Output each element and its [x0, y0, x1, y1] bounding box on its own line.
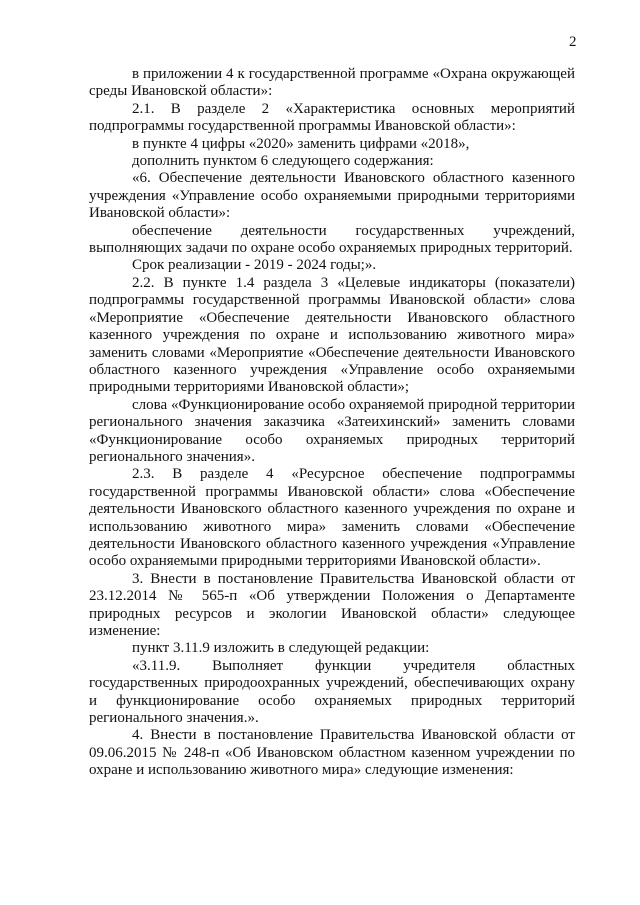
paragraph: 2.2. В пункте 1.4 раздела 3 «Целевые индикаторы (показатели) подпрограммы государственной программы Ивановской области» слова «Мероприятие «Обеспечение деятельности Ивановского областного казенного учреждения по охране и использованию животного мира» заменить словами «Мероприятие «Обеспечение деятельности Ивановского областного казенного учреждения «Управление особо охраняемыми природными территориями Ивановской области»; — [89, 274, 575, 396]
paragraph: 4. Внести в постановление Правительства Ивановской области от 09.06.2015 № 248-п «Об Ивановском областном казенном учреждении по охране и использованию животного мира» следующие изменения: — [89, 727, 575, 779]
paragraph: слова «Функционирование особо охраняемой природной территории регионального значения заказчика «Затеихинский» заменить словами «Функционирование особо охраняемых природных территорий регионального значения». — [89, 396, 575, 465]
paragraph: пункт 3.11.9 изложить в следующей редакции: — [132, 640, 430, 657]
paragraph: 2.3. В разделе 4 «Ресурсное обеспечение подпрограммы государственной программы Ивановской области» слова «Обеспечение деятельности Ивановского областного казенного учреждения по охране и использованию животного мира» заменить словами «Обеспечение деятельности Ивановского областного казенного учреждения «Управление особо охраняемыми природными территориями Ивановской области». — [89, 466, 575, 570]
paragraph: 3. Внести в постановление Правительства Ивановской области от 23.12.2014 № 565-п «Об утверждении Положения о Департаменте природных ресурсов и экологии Ивановской области» следующее изменение: — [89, 570, 575, 639]
paragraph: «3.11.9. Выполняет функции учредителя областных государственных природоохранных учреждений, обеспечивающих охрану и функционирование особо охраняемых природных территорий регионального значения.». — [89, 657, 575, 727]
paragraph: в приложении 4 к государственной программе «Охрана окружающей среды Ивановской области»: — [89, 66, 575, 100]
paragraph: Срок реализации - 2019 - 2024 годы;». — [132, 257, 377, 274]
document-body — [89, 66, 575, 780]
paragraph: дополнить пунктом 6 следующего содержания: — [132, 153, 434, 170]
paragraph: «6. Обеспечение деятельности Ивановского областного казенного учреждения «Управление особо охраняемыми природными территориями Ивановской области»: — [89, 170, 575, 222]
paragraph: 2.1. В разделе 2 «Характеристика основных мероприятий подпрограммы государственной программы Ивановской области»: — [89, 100, 575, 135]
page-number: 2 — [569, 34, 577, 50]
paragraph: обеспечение деятельности государственных учреждений, выполняющих задачи по охране особо охраняемых природных территорий. — [89, 222, 575, 257]
paragraph: в пункте 4 цифры «2020» заменить цифрами «2018», — [132, 135, 470, 152]
